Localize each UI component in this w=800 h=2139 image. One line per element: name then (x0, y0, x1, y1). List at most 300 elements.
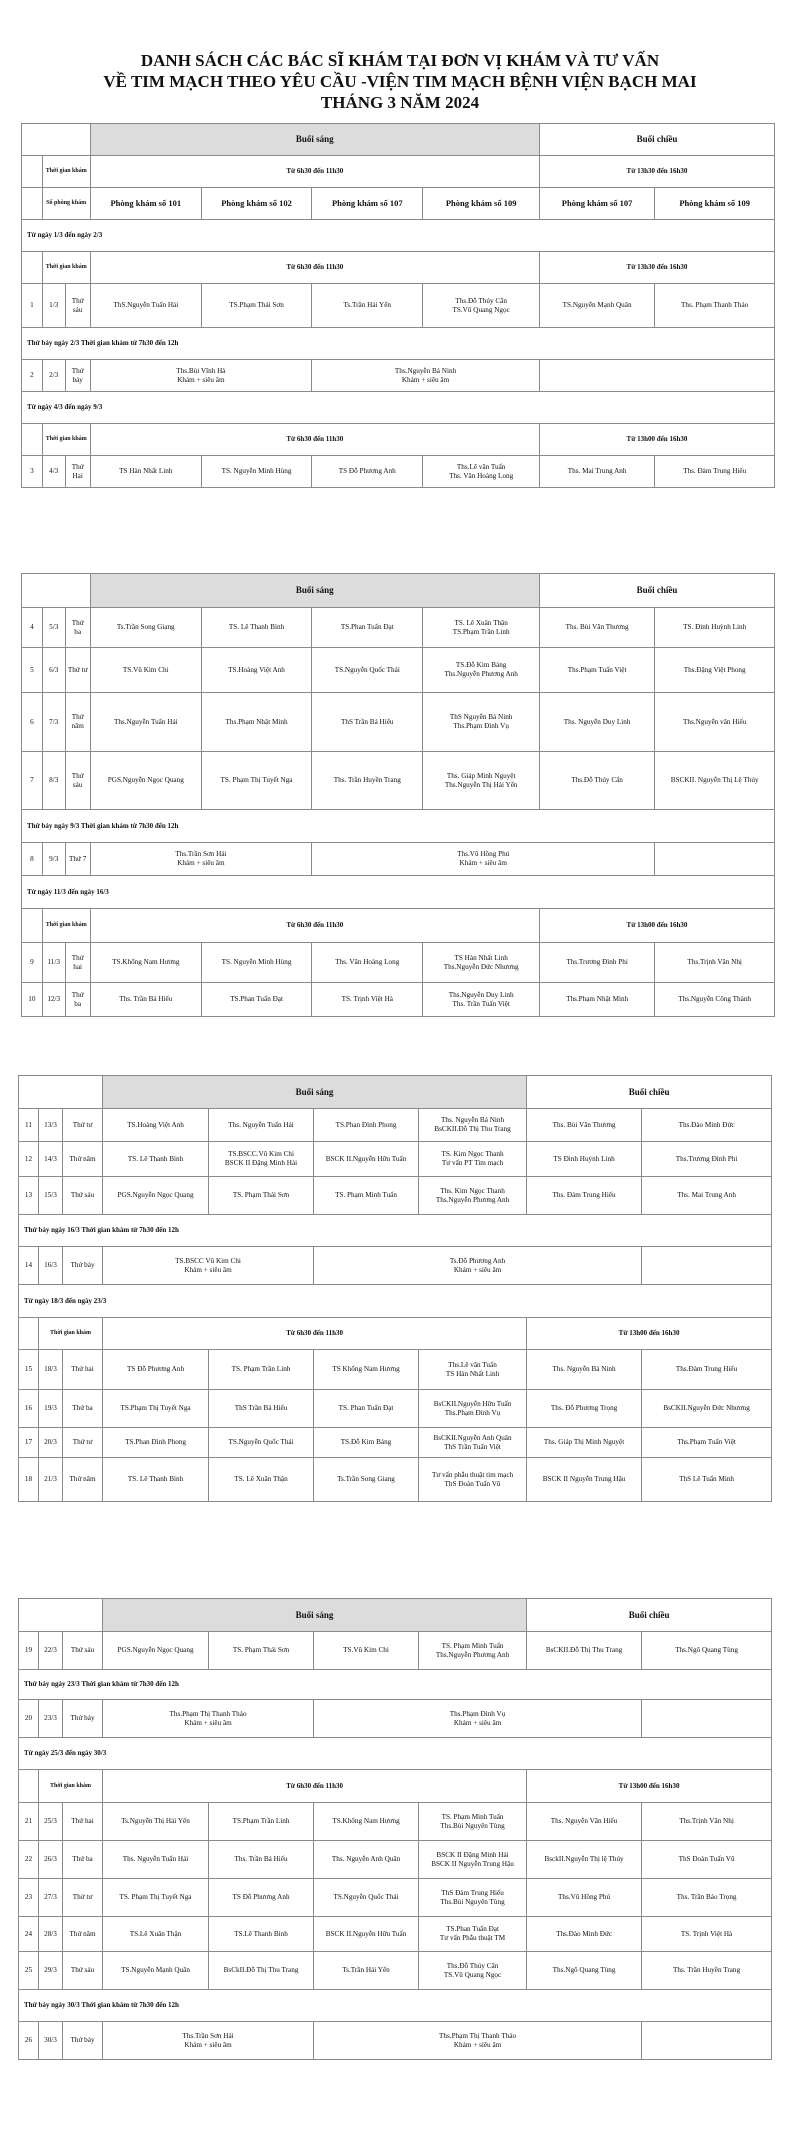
doctor-cell: Ths.Nguyễn Duy Linh Ths. Trần Tuấn Việt (423, 983, 540, 1017)
doctor-cell: BsCkII.Đỗ Thị Thu Trang (209, 1952, 314, 1990)
doctor-cell: TS. Phạm Thái Sơn (209, 1177, 314, 1215)
morning-header: Buổi sáng (103, 1599, 527, 1632)
rooms-label: Số phòng khám (42, 188, 90, 220)
row-date: 29/3 (39, 1952, 63, 1990)
doctor-cell: Ths. Bùi Văn Thương (527, 1109, 642, 1142)
doctor-cell: Ths.Nguyễn văn Hiếu (655, 693, 775, 752)
doctor-cell: BsckII.Nguyễn Thị lệ Thúy (527, 1841, 642, 1879)
empty-cell (19, 1318, 39, 1350)
room-109: Phòng khám số 109 (423, 188, 540, 220)
doctor-cell: Ts.Trần Song Giang (90, 608, 201, 648)
doctor-cell: TS. Phạm Minh Tuấn (314, 1177, 419, 1215)
doctor-cell: TS.Đỗ Kim Bảng (314, 1428, 419, 1458)
doctor-cell: TS. Lê Thanh Bình (103, 1458, 209, 1502)
doctor-cell: TS.Phan Đình Phong (314, 1109, 419, 1142)
afternoon-time: Từ 13h00 đến 16h30 (527, 1770, 772, 1803)
doctor-cell: TS. Lê Thanh Bình (103, 1142, 209, 1177)
doctor-cell: Ths. Đàm Trung Hiếu (655, 456, 775, 488)
row-number: 3 (22, 456, 43, 488)
row-date: 16/3 (39, 1247, 63, 1285)
doctor-cell: BSCK II.Nguyễn Hữu Tuấn (314, 1917, 419, 1952)
row-number: 15 (19, 1350, 39, 1390)
doctor-cell: TS.Nguyễn Quốc Thái (312, 648, 423, 693)
title-line-3: THÁNG 3 NĂM 2024 (320, 93, 480, 112)
row-date: 23/3 (39, 1700, 63, 1738)
row-weekday: Thứ năm (63, 1142, 103, 1177)
row-number: 13 (19, 1177, 39, 1215)
row-number: 10 (22, 983, 43, 1017)
table-row (19, 1350, 772, 1390)
row-number: 4 (22, 608, 43, 648)
empty-cell (642, 2022, 772, 2060)
doctor-cell: ThS Đoàn Tuấn Vũ (642, 1841, 772, 1879)
doctor-cell: TS.Lê Xuân Thận (103, 1917, 209, 1952)
room-102: Phòng khám số 102 (201, 188, 311, 220)
doctor-cell: Ths. Giáp Thị Minh Nguyệt (527, 1428, 642, 1458)
doctor-cell: TS Đỗ Phương Anh (209, 1879, 314, 1917)
doctor-cell: Ths.Nguyễn Tuấn Hải (90, 693, 201, 752)
schedule-table-4 (18, 1598, 772, 2060)
row-date: 12/3 (42, 983, 65, 1017)
row-weekday: Thứ bảy (63, 1700, 103, 1738)
table-row (19, 1952, 772, 1990)
row-date: 26/3 (39, 1841, 63, 1879)
doctor-cell: TS.Phan Đình Phong (103, 1428, 209, 1458)
doctor-cell: Ths.Đào Minh Đức (642, 1109, 772, 1142)
row-date: 18/3 (39, 1350, 63, 1390)
empty-cell (22, 252, 43, 284)
doctor-cell: Ths.Lê văn Tuấn Ths. Văn Hoàng Long (423, 456, 540, 488)
doctor-cell: BsCKII.Nguyễn Hữu Tuấn Ths.Phạm Đình Vụ (419, 1390, 527, 1428)
doctor-cell: Ths.Đặng Việt Phong (655, 648, 775, 693)
morning-time: Từ 6h30 đến 11h30 (103, 1318, 527, 1350)
row-date: 30/3 (39, 2022, 63, 2060)
afternoon-header: Buổi chiều (539, 124, 774, 156)
section-heading: Từ ngày 18/3 đến ngày 23/3 (19, 1285, 772, 1318)
time-label: Thời gian khám (39, 1318, 103, 1350)
doctor-cell: Ths. Trần Bảo Trọng (642, 1879, 772, 1917)
afternoon-header: Buổi chiều (539, 574, 774, 608)
doctor-cell: Ths. Phạm Thanh Thảo (655, 284, 775, 328)
table-row (19, 1109, 772, 1142)
doctor-cell: Ths.Phạm Tuấn Việt (642, 1428, 772, 1458)
title-line-1: DANH SÁCH CÁC BÁC SĨ KHÁM TẠI ĐƠN VỊ KHÁM VÀ TƯ VẤN (140, 51, 660, 70)
doctor-cell: PGS.Nguyễn Ngọc Quang (90, 752, 201, 810)
empty-cell (22, 909, 43, 943)
row-date: 6/3 (42, 648, 65, 693)
doctor-cell: TS. Đinh Huỳnh Linh (655, 608, 775, 648)
table-row (22, 648, 775, 693)
row-date: 19/3 (39, 1390, 63, 1428)
doctor-cell: TS. Nguyễn Minh Hùng (201, 456, 311, 488)
morning-time: Từ 6h30 đến 11h30 (103, 1770, 527, 1803)
doctor-cell: TS.Vũ Kim Chi (314, 1632, 419, 1670)
row-number: 8 (22, 843, 43, 876)
row-number: 7 (22, 752, 43, 810)
document-title (0, 50, 800, 113)
doctor-cell: Ths. Mai Trung Anh (642, 1177, 772, 1215)
doctor-cell: TS.Khổng Nam Hương (314, 1803, 419, 1841)
row-weekday: Thứ tư (63, 1109, 103, 1142)
morning-header: Buổi sáng (90, 124, 539, 156)
row-number: 14 (19, 1247, 39, 1285)
doctor-cell: PGS.Nguyễn Ngọc Quang (103, 1177, 209, 1215)
row-number: 23 (19, 1879, 39, 1917)
doctor-cell: TS.Khổng Nam Hương (90, 943, 201, 983)
table-row (22, 843, 775, 876)
doctor-cell: Tư vấn phẫu thuật tim mạch ThS Đoàn Tuấn Vũ (419, 1458, 527, 1502)
doctor-cell: TS. Phan Tuấn Đạt (314, 1390, 419, 1428)
row-number: 26 (19, 2022, 39, 2060)
row-weekday: Thứ 7 (65, 843, 90, 876)
doctor-cell: Ths.Phạm Thị Thanh Thảo Khám + siêu âm (103, 1700, 314, 1738)
doctor-cell: ThS Lê Tuấn Minh (642, 1458, 772, 1502)
section-heading: Thứ bảy ngày 16/3 Thời gian khám từ 7h30 đến 12h (19, 1215, 772, 1247)
doctor-cell: BSCKII. Nguyễn Thị Lệ Thúy (655, 752, 775, 810)
doctor-cell: Ths.Phạm Thị Thanh Thảo Khám + siêu âm (314, 2022, 642, 2060)
row-weekday: Thứ ba (65, 983, 90, 1017)
table-row (19, 1428, 772, 1458)
doctor-cell: TS. Kim Ngọc Thanh Tư vấn PT Tim mạch (419, 1142, 527, 1177)
doctor-cell: Ths. Đỗ Phương Trọng (527, 1390, 642, 1428)
row-weekday: Thứ hai (65, 943, 90, 983)
doctor-cell: TS.Phan Tuấn Đạt Tư vấn Phẫu thuật TM (419, 1917, 527, 1952)
doctor-cell: Ths.Ngô Quang Tùng (642, 1632, 772, 1670)
row-number: 19 (19, 1632, 39, 1670)
row-weekday: Thứ bảy (63, 1247, 103, 1285)
doctor-cell: Ths.Phạm Nhật Minh (539, 983, 654, 1017)
doctor-cell: TS. Phạm Minh Tuấn Ths.Bùi Nguyên Tùng (419, 1803, 527, 1841)
doctor-cell: Ths.Phạm Đình Vụ Khám + siêu âm (314, 1700, 642, 1738)
row-weekday: Thứ sáu (65, 284, 90, 328)
row-date: 28/3 (39, 1917, 63, 1952)
row-date: 7/3 (42, 693, 65, 752)
schedule-table-2 (21, 573, 775, 1017)
row-weekday: Thứ năm (63, 1458, 103, 1502)
doctor-cell: Ths.Trần Sơn Hải Khám + siêu âm (103, 2022, 314, 2060)
doctor-cell: TS Hàn Nhất Linh (90, 456, 201, 488)
corner-cell (22, 574, 91, 608)
row-date: 13/3 (39, 1109, 63, 1142)
doctor-cell: TS. Phạm Minh Tuấn Ths.Nguyễn Phương Anh (419, 1632, 527, 1670)
doctor-cell: Ts.Đỗ Phương Anh Khám + siêu âm (314, 1247, 642, 1285)
doctor-cell: Ths.Trần Sơn Hải Khám + siêu âm (90, 843, 311, 876)
doctor-cell: Ths.Đào Minh Đức (527, 1917, 642, 1952)
empty-cell (22, 188, 43, 220)
section-heading: Từ ngày 25/3 đến ngày 30/3 (19, 1738, 772, 1770)
doctor-cell: Ths. Trần Bá Hiếu (90, 983, 201, 1017)
empty-cell (655, 843, 775, 876)
row-date: 21/3 (39, 1458, 63, 1502)
doctor-cell: PGS.Nguyễn Ngọc Quang (103, 1632, 209, 1670)
section-heading: Từ ngày 1/3 đến ngày 2/3 (22, 220, 775, 252)
corner-cell (22, 124, 91, 156)
section-heading: Từ ngày 11/3 đến ngày 16/3 (22, 876, 775, 909)
doctor-cell: Ths. Trần Huyền Trang (312, 752, 423, 810)
schedule-table-1 (21, 123, 775, 488)
doctor-cell: TS.Nguyễn Mạnh Quân (539, 284, 654, 328)
doctor-cell: TS Hàn Nhất Linh Ths.Nguyễn Đức Nhương (423, 943, 540, 983)
empty-cell (642, 1247, 772, 1285)
row-weekday: Thứ bảy (65, 360, 90, 392)
morning-time: Từ 6h30 đến 11h30 (90, 909, 539, 943)
row-number: 12 (19, 1142, 39, 1177)
doctor-cell: Ts.Trần Song Giang (314, 1458, 419, 1502)
row-weekday: Thứ tư (63, 1428, 103, 1458)
doctor-cell: Ths. Nguyễn Bá Ninh BsCKII.Đỗ Thị Thu Trang (419, 1109, 527, 1142)
table-row (19, 1803, 772, 1841)
row-number: 2 (22, 360, 43, 392)
time-label: Thời gian khám (42, 909, 90, 943)
doctor-cell: Ths.Bùi Vĩnh Hà Khám + siêu âm (90, 360, 311, 392)
row-weekday: Thứ bảy (63, 2022, 103, 2060)
doctor-cell: TS. Lê Xuân Thận (209, 1458, 314, 1502)
table-row (22, 943, 775, 983)
row-number: 17 (19, 1428, 39, 1458)
row-weekday: Thứ sáu (63, 1177, 103, 1215)
section-heading: Thứ bảy ngày 2/3 Thời gian khám từ 7h30 đến 12h (22, 328, 775, 360)
row-date: 14/3 (39, 1142, 63, 1177)
doctor-cell: Ths.Phạm Nhật Minh (201, 693, 311, 752)
row-date: 9/3 (42, 843, 65, 876)
row-weekday: Thứ ba (63, 1841, 103, 1879)
doctor-cell: Ths. Nguyễn Duy Linh (539, 693, 654, 752)
afternoon-time: Từ 13h00 đến 16h30 (539, 909, 774, 943)
doctor-cell: Ths.Vũ Hồng Phú Khám + siêu âm (312, 843, 655, 876)
doctor-cell: TS Đinh Huỳnh Linh (527, 1142, 642, 1177)
doctor-cell: Ths. Bùi Văn Thương (539, 608, 654, 648)
table-row (19, 1700, 772, 1738)
doctor-cell: TS.Vũ Kim Chi (90, 648, 201, 693)
doctor-cell: ThS Đàm Trung Hiếu Ths.Bùi Nguyên Tùng (419, 1879, 527, 1917)
table-row (22, 983, 775, 1017)
morning-time: Từ 6h30 đến 11h30 (90, 156, 539, 188)
empty-cell (22, 156, 43, 188)
room-101: Phòng khám số 101 (90, 188, 201, 220)
doctor-cell: Ths.Trịnh Văn Nhị (655, 943, 775, 983)
section-heading: Thứ bảy ngày 30/3 Thời gian khám từ 7h30 đến 12h (19, 1990, 772, 2022)
doctor-cell: Ts.Trần Hải Yến (312, 284, 423, 328)
room-107: Phòng khám số 107 (312, 188, 423, 220)
time-label: Thời gian khám (39, 1770, 103, 1803)
doctor-cell: TS. Lê Xuân Thận TS.Phạm Trần Linh (423, 608, 540, 648)
empty-cell (22, 424, 43, 456)
section-heading: Thứ bảy ngày 23/3 Thời gian khám từ 7h30 đến 12h (19, 1670, 772, 1700)
row-weekday: Thứ hai (63, 1350, 103, 1390)
time-label: Thời gian khám (42, 156, 90, 188)
doctor-cell: TS.Phạm Thị Tuyết Nga (103, 1390, 209, 1428)
morning-header: Buổi sáng (103, 1076, 527, 1109)
doctor-cell: Ths. Đàm Trung Hiếu (527, 1177, 642, 1215)
row-weekday: Thứ ba (65, 608, 90, 648)
table-row (19, 1458, 772, 1502)
room-109-afternoon: Phòng khám số 109 (655, 188, 775, 220)
empty-cell (539, 360, 774, 392)
row-number: 21 (19, 1803, 39, 1841)
doctor-cell: Ths.Đàm Trung Hiếu (642, 1350, 772, 1390)
afternoon-header: Buổi chiều (527, 1076, 772, 1109)
doctor-cell: Ths.Đỗ Thúy Cẩn TS.Vũ Quang Ngọc (419, 1952, 527, 1990)
doctor-cell: TS.Phạm Thái Sơn (201, 284, 311, 328)
row-date: 4/3 (42, 456, 65, 488)
doctor-cell: Ths.Vũ Hồng Phú (527, 1879, 642, 1917)
row-weekday: Thứ sáu (65, 752, 90, 810)
row-date: 15/3 (39, 1177, 63, 1215)
doctor-cell: Ths. Nguyễn Anh Quân (314, 1841, 419, 1879)
row-date: 2/3 (42, 360, 65, 392)
row-weekday: Thứ sáu (63, 1952, 103, 1990)
row-date: 27/3 (39, 1879, 63, 1917)
row-weekday: Thứ sáu (63, 1632, 103, 1670)
table-row (19, 1841, 772, 1879)
corner-cell (19, 1076, 103, 1109)
doctor-cell: Ts.Trần Hải Yến (314, 1952, 419, 1990)
doctor-cell: Ths.Trương Đình Phi (539, 943, 654, 983)
table-row (19, 1390, 772, 1428)
doctor-cell: ThS Trần Bá Hiếu (209, 1390, 314, 1428)
corner-cell (19, 1599, 103, 1632)
doctor-cell: BsCKII.Nguyễn Anh Quân ThS Trần Tuấn Việt (419, 1428, 527, 1458)
doctor-cell: TS.Nguyễn Mạnh Quân (103, 1952, 209, 1990)
doctor-cell: Ths. Nguyễn Tuấn Hải (103, 1841, 209, 1879)
doctor-cell: TS.Phan Tuấn Đạt (312, 608, 423, 648)
doctor-cell: Ths.Phạm Tuấn Việt (539, 648, 654, 693)
table-row (22, 752, 775, 810)
doctor-cell: TS. Phạm Thị Tuyết Nga (103, 1879, 209, 1917)
table-row (22, 360, 775, 392)
doctor-cell: TS.Hoàng Việt Anh (201, 648, 311, 693)
doctor-cell: Ts.Nguyễn Thị Hải Yến (103, 1803, 209, 1841)
doctor-cell: TS.Đỗ Kim Bảng Ths.Nguyễn Phương Anh (423, 648, 540, 693)
doctor-cell: TS. Lê Thanh Bình (201, 608, 311, 648)
table-row (22, 693, 775, 752)
row-number: 24 (19, 1917, 39, 1952)
doctor-cell: TS. Nguyễn Minh Hùng (201, 943, 311, 983)
room-107-afternoon: Phòng khám số 107 (539, 188, 654, 220)
afternoon-header: Buổi chiều (527, 1599, 772, 1632)
morning-time: Từ 6h30 đến 11h30 (90, 424, 539, 456)
doctor-cell: Ths. Mai Trung Anh (539, 456, 654, 488)
doctor-cell: Ths. Văn Hoàng Long (312, 943, 423, 983)
row-number: 11 (19, 1109, 39, 1142)
doctor-cell: TS.Phan Tuấn Đạt (201, 983, 311, 1017)
doctor-cell: TS. Trịnh Việt Hà (312, 983, 423, 1017)
row-date: 5/3 (42, 608, 65, 648)
doctor-cell: TS. Phạm Trần Linh (209, 1350, 314, 1390)
doctor-cell: TS.Phạm Trần Linh (209, 1803, 314, 1841)
row-number: 6 (22, 693, 43, 752)
table-row (19, 2022, 772, 2060)
row-number: 18 (19, 1458, 39, 1502)
empty-cell (19, 1770, 39, 1803)
doctor-cell: TS.Nguyễn Quốc Thái (209, 1428, 314, 1458)
morning-time: Từ 6h30 đến 11h30 (90, 252, 539, 284)
table-row (19, 1917, 772, 1952)
doctor-cell: ThS Nguyễn Bá Ninh Ths.Phạm Đình Vụ (423, 693, 540, 752)
doctor-cell: Ths.Đỗ Thúy Cẩn (539, 752, 654, 810)
row-date: 8/3 (42, 752, 65, 810)
doctor-cell: Ths.Nguyễn Công Thành (655, 983, 775, 1017)
doctor-cell: ThS.Nguyễn Tuấn Hải (90, 284, 201, 328)
row-weekday: Thứ Hai (65, 456, 90, 488)
doctor-cell: Ths. Trần Huyền Trang (642, 1952, 772, 1990)
table-row (22, 608, 775, 648)
doctor-cell: Ths.Trịnh Văn Nhị (642, 1803, 772, 1841)
afternoon-time: Từ 13h00 đến 16h30 (527, 1318, 772, 1350)
row-weekday: Thứ tư (65, 648, 90, 693)
doctor-cell: BSCK II Đặng Minh Hải BSCK II Nguyễn Trung Hậu (419, 1841, 527, 1879)
row-weekday: Thứ hai (63, 1803, 103, 1841)
doctor-cell: TS. Phạm Thị Tuyết Nga (201, 752, 311, 810)
doctor-cell: Ths. Nguyễn Văn Hiếu (527, 1803, 642, 1841)
time-label: Thời gian khám (42, 424, 90, 456)
doctor-cell: Ths.Nguyễn Bá Ninh Khám + siêu âm (312, 360, 540, 392)
doctor-cell: Ths. Nguyễn Tuấn Hải (209, 1109, 314, 1142)
doctor-cell: Ths. Kim Ngọc Thanh Ths.Nguyễn Phương Anh (419, 1177, 527, 1215)
row-number: 25 (19, 1952, 39, 1990)
table-row (19, 1247, 772, 1285)
doctor-cell: BSCK II Nguyễn Trung Hậu (527, 1458, 642, 1502)
doctor-cell: Ths.Lê văn Tuấn TS Hàn Nhất Linh (419, 1350, 527, 1390)
row-number: 20 (19, 1700, 39, 1738)
doctor-cell: TS.BSCC.Vũ Kim Chi BSCK II Đặng Minh Hải (209, 1142, 314, 1177)
row-number: 16 (19, 1390, 39, 1428)
empty-cell (642, 1700, 772, 1738)
doctor-cell: ThS Trần Bá Hiếu (312, 693, 423, 752)
row-date: 20/3 (39, 1428, 63, 1458)
doctor-cell: Ths. Nguyễn Bá Ninh (527, 1350, 642, 1390)
doctor-cell: TS Đỗ Phương Anh (312, 456, 423, 488)
doctor-cell: TS.Hoàng Việt Anh (103, 1109, 209, 1142)
doctor-cell: TS Khổng Nam Hương (314, 1350, 419, 1390)
doctor-cell: Ths.Ngô Quang Tùng (527, 1952, 642, 1990)
table-row (22, 284, 775, 328)
afternoon-time: Từ 13h30 đến 16h30 (539, 156, 774, 188)
doctor-cell: TS.Nguyễn Quốc Thái (314, 1879, 419, 1917)
doctor-cell: BsCKII.Đỗ Thị Thu Trang (527, 1632, 642, 1670)
row-weekday: Thứ tư (63, 1879, 103, 1917)
row-date: 22/3 (39, 1632, 63, 1670)
schedule-table-3 (18, 1075, 772, 1502)
afternoon-time: Từ 13h00 đến 16h30 (539, 424, 774, 456)
doctor-cell: BSCK II.Nguyễn Hữu Tuấn (314, 1142, 419, 1177)
row-date: 11/3 (42, 943, 65, 983)
table-row (19, 1879, 772, 1917)
table-row (22, 456, 775, 488)
row-number: 1 (22, 284, 43, 328)
row-number: 22 (19, 1841, 39, 1879)
doctor-cell: Ths.Trương Đình Phi (642, 1142, 772, 1177)
row-number: 5 (22, 648, 43, 693)
doctor-cell: Ths. Trần Bá Hiếu (209, 1841, 314, 1879)
row-weekday: Thứ ba (63, 1390, 103, 1428)
row-weekday: Thứ năm (63, 1917, 103, 1952)
doctor-cell: TS.BSCC Vũ Kim Chi Khám + siêu âm (103, 1247, 314, 1285)
doctor-cell: Ths. Giáp Minh Nguyệt Ths.Nguyễn Thị Hải Yến (423, 752, 540, 810)
row-date: 1/3 (42, 284, 65, 328)
doctor-cell: BsCKII.Nguyễn Đức Nhương (642, 1390, 772, 1428)
row-date: 25/3 (39, 1803, 63, 1841)
section-heading: Từ ngày 4/3 đến ngày 9/3 (22, 392, 775, 424)
doctor-cell: TS. Phạm Thái Sơn (209, 1632, 314, 1670)
row-number: 9 (22, 943, 43, 983)
doctor-cell: TS Đỗ Phương Anh (103, 1350, 209, 1390)
morning-header: Buổi sáng (90, 574, 539, 608)
section-heading: Thứ bảy ngày 9/3 Thời gian khám từ 7h30 đến 12h (22, 810, 775, 843)
doctor-cell: Ths.Đỗ Thúy Cẩn TS.Vũ Quang Ngọc (423, 284, 540, 328)
afternoon-time: Từ 13h30 đến 16h30 (539, 252, 774, 284)
table-row (19, 1142, 772, 1177)
